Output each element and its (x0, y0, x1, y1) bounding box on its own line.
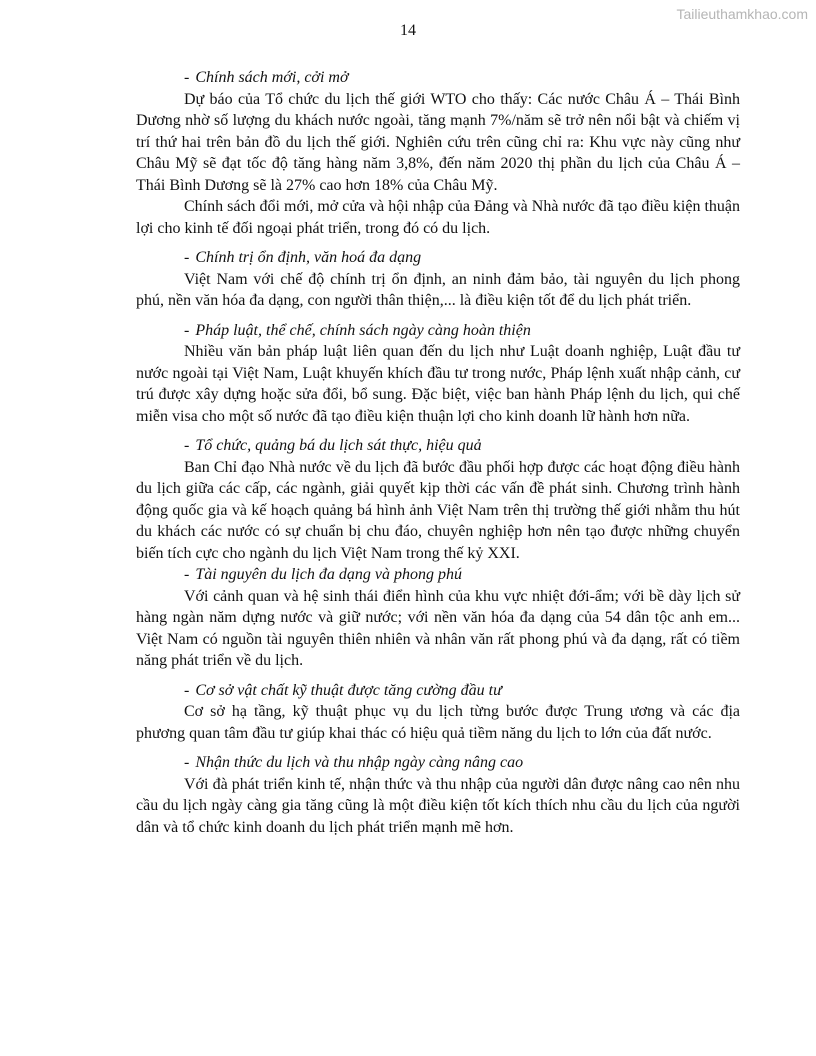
section-heading: - Tổ chức, quảng bá du lịch sát thực, hiệu quả (184, 437, 482, 454)
page-number: 14 (400, 22, 416, 39)
watermark: Tailieuthamkhao.com (676, 6, 808, 22)
section-heading: - Cơ sở vật chất kỹ thuật được tăng cường đầu tư (184, 681, 502, 699)
document-body (136, 67, 740, 838)
paragraph: Nhiều văn bản pháp luật liên quan đến du lịch như Luật doanh nghiệp, Luật đầu tư nước ngoài tại Việt Nam, Luật khuyến khích đầu tư trong nước, Pháp lệnh xuất nhập cảnh, cư trú được xây dựng hoặc sửa đổi, bổ sung. Đặc biệt, việc ban hành Pháp lệnh du lịch, qui chế miễn visa cho một số nước đã tạo điều kiện thuận lợi cho kinh doanh lữ hành hơn nữa. (136, 343, 740, 425)
section-heading: - Chính sách mới, cởi mở (184, 69, 349, 86)
section-heading: - Chính trị ổn định, văn hoá đa dạng (184, 249, 422, 266)
section-heading: - Pháp luật, thể chế, chính sách ngày càng hoàn thiện (184, 321, 531, 339)
paragraph: Dự báo của Tổ chức du lịch thế giới WTO cho thấy: Các nước Châu Á – Thái Bình Dương nhờ số lượng du khách nước ngoài, tăng mạnh 7%/năm sẽ trở nên nổi bật và chiếm vị trí thứ hai trên bản đồ du lịch thế giới. Nghiên cứu trên cũng chỉ ra: Khu vực này cũng như Châu Mỹ sẽ đạt tốc độ tăng hàng năm 3,8%, đến năm 2020 thị phần du lịch của Châu Á – Thái Bình Dương sẽ là 27% cao hơn 18% của Châu Mỹ. (136, 90, 740, 194)
paragraph: Ban Chỉ đạo Nhà nước về du lịch đã bước đầu phối hợp được các hoạt động điều hành du lịch giữa các cấp, các ngành, giải quyết kịp thời các vấn đề phát sinh. Chương trình hành động quốc gia và kế hoạch quảng bá hình ảnh Việt Nam trên thị trường thế giới nhằm thu hút du khách các nước có sự chuẩn bị chu đáo, chuyên nghiệp hơn nên tạo được những chuyển biến tích cực cho ngành du lịch Việt Nam trong thế kỷ XXI. (136, 458, 740, 562)
paragraph: Cơ sở hạ tầng, kỹ thuật phục vụ du lịch từng bước được Trung ương và các địa phương quan tâm đầu tư giúp khai thác có hiệu quả tiềm năng du lịch to lớn của đất nước. (136, 703, 740, 742)
section-heading: - Nhận thức du lịch và thu nhập ngày càng nâng cao (184, 754, 524, 771)
section-heading: - Tài nguyên du lịch đa dạng và phong phú (184, 566, 462, 583)
paragraph: Việt Nam với chế độ chính trị ổn định, an ninh đảm bảo, tài nguyên du lịch phong phú, nền văn hóa đa dạng, con người thân thiện,... là điều kiện tốt để du lịch phát triển. (136, 270, 740, 309)
paragraph: Với đà phát triển kinh tế, nhận thức và thu nhập của người dân được nâng cao nên nhu cầu du lịch ngày càng gia tăng cũng là một điều kiện tốt kích thích nhu cầu du lịch của người dân và tổ chức kinh doanh du lịch phát triển mạnh mẽ hơn. (136, 775, 740, 836)
paragraph: Với cảnh quan và hệ sinh thái điển hình của khu vực nhiệt đới-ẩm; với bề dày lịch sử hàng ngàn năm dựng nước và giữ nước; với nền văn hóa đa dạng của 54 dân tộc anh em... Việt Nam có nguồn tài nguyên thiên nhiên và nhân văn rất phong phú và đa dạng, rất có tiềm năng phát triển về du lịch. (136, 587, 740, 669)
paragraph: Chính sách đổi mới, mở cửa và hội nhập của Đảng và Nhà nước đã tạo điều kiện thuận lợi cho kinh tế đối ngoại phát triển, trong đó có du lịch. (136, 198, 740, 237)
